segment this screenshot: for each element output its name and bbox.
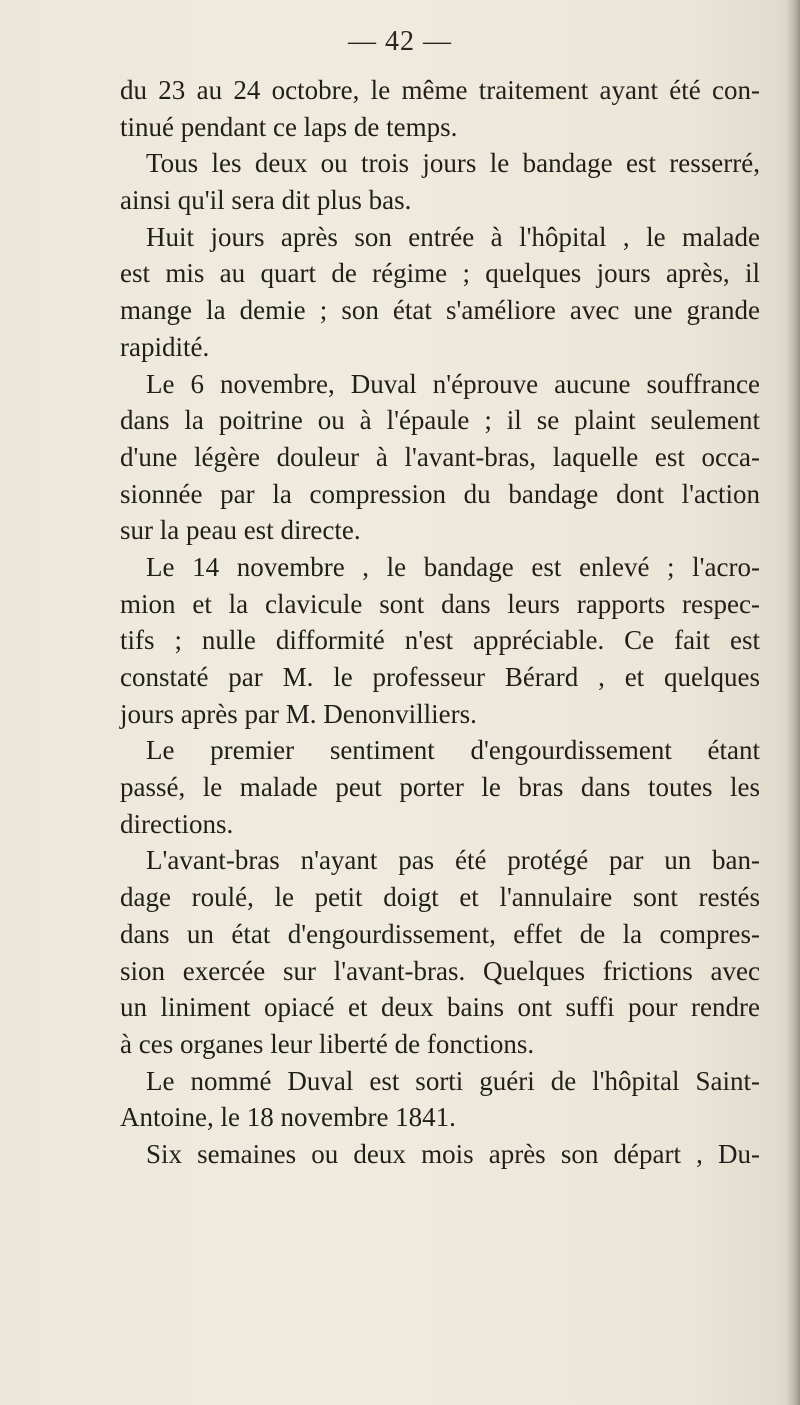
page-number: — 42 —	[348, 26, 452, 57]
text-line: ainsi qu'il sera dit plus bas.	[120, 185, 412, 216]
text-line: Six semaines ou deux mois après son départ , Du-	[146, 1138, 760, 1169]
text-line: constaté par M. le professeur Bérard , et quelques	[120, 662, 760, 692]
text-line: Huit jours après son entrée à l'hôpital , le malade	[146, 221, 760, 252]
text-line: directions.	[120, 808, 234, 839]
body-text	[120, 72, 760, 1173]
text-line: à ces organes leur liberté de fonctions.	[120, 1028, 535, 1059]
page-edge-shadow	[786, 0, 800, 1405]
text-line: Tous les deux ou trois jours le bandage est resserré,	[146, 148, 760, 179]
text-line: Le 6 novembre, Duval n'éprouve aucune souffrance	[146, 368, 760, 399]
text-line: jours après par M. Denonvilliers.	[120, 698, 477, 729]
text-line: est mis au quart de régime ; quelques jours après, il	[120, 258, 760, 289]
text-line: Antoine, le 18 novembre 1841.	[120, 1102, 456, 1133]
text-line: mion et la clavicule sont dans leurs rapports respec-	[120, 588, 760, 619]
text-line: L'avant-bras n'ayant pas été protégé par un ban-	[146, 845, 760, 876]
text-line: Le nommé Duval est sorti guéri de l'hôpital Saint-	[146, 1065, 760, 1096]
text-line: dans un état d'engourdissement, effet de la compres-	[120, 918, 760, 949]
text-line: Le premier sentiment d'engourdissement étant	[146, 735, 760, 766]
text-line: sur la peau est directe.	[120, 515, 361, 546]
text-line: un liniment opiacé et deux bains ont suffi pour rendre	[120, 992, 760, 1023]
text-line: tifs ; nulle difformité n'est appréciable. Ce fait est	[120, 625, 760, 656]
text-line: Le 14 novembre , le bandage est enlevé ; l'acro-	[146, 551, 760, 582]
text-line: sionnée par la compression du bandage dont l'action	[120, 478, 760, 509]
text-line: rapidité.	[120, 331, 210, 362]
text-line: d'une légère douleur à l'avant-bras, laquelle est occa-	[120, 441, 760, 472]
text-line: du 23 au 24 octobre, le même traitement ayant été con-	[120, 75, 760, 105]
text-line: dage roulé, le petit doigt et l'annulaire sont restés	[120, 882, 760, 913]
text-line: dans la poitrine ou à l'épaule ; il se plaint seulement	[120, 405, 760, 436]
text-line: tinué pendant ce laps de temps.	[120, 111, 458, 142]
text-line: passé, le malade peut porter le bras dans toutes les	[120, 772, 760, 803]
text-line: sion exercée sur l'avant-bras. Quelques frictions avec	[120, 955, 760, 986]
text-line: mange la demie ; son état s'améliore avec une grande	[120, 295, 760, 326]
